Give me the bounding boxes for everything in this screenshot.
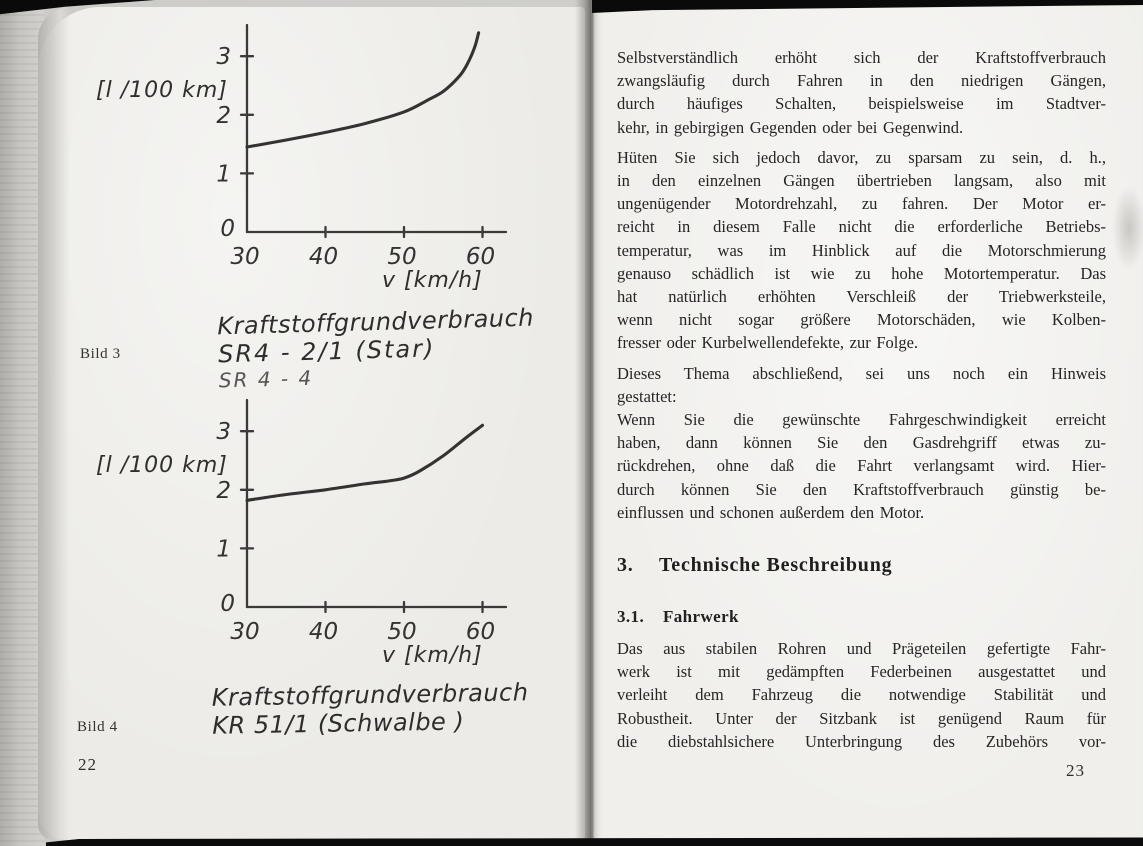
text-line: die diebstahlsichere Unterbringung des Zubehörs vor- — [617, 731, 1106, 751]
paper-smudge — [1112, 185, 1143, 271]
svg-text:50: 50 — [387, 619, 417, 645]
paragraph-fuel-increase — [617, 46, 1106, 139]
text-line: wenn nicht sogar größere Motorschäden, wie Kolben- — [617, 310, 1106, 330]
text-line: hat natürlich erhöhten Verschleiß der Triebwerksteile, — [617, 287, 1106, 307]
svg-text:60: 60 — [465, 619, 496, 645]
svg-text:0: 0 — [220, 216, 235, 242]
svg-text:30: 30 — [230, 244, 260, 270]
text-line: SR 4 - 4 — [218, 365, 314, 393]
svg-text:v [km/h]: v [km/h] — [382, 643, 483, 668]
chart-caption-star — [217, 304, 536, 393]
page-number-left: 22 — [78, 755, 97, 774]
svg-text:3: 3 — [216, 419, 231, 446]
svg-text:1: 1 — [216, 161, 231, 188]
text-line: verleiht dem Fahrzeug die notwendige Stabilität und — [617, 685, 1106, 705]
text-line: Hüten Sie sich jedoch davor, zu sparsam zu sein, d. h., — [617, 147, 1106, 167]
text-line: KR 51/1 (Schwalbe ) — [212, 707, 465, 741]
text-line: Das aus stabilen Rohren und Prägeteilen gefertigte Fahr- — [617, 639, 1106, 659]
subsection-title: Fahrwerk — [663, 607, 739, 627]
text-line: ungenügender Motordrehzahl, zu fahren. Der Motor er- — [617, 194, 1106, 214]
text-line: Robustheit. Unter der Sitzbank ist genügend Raum für — [617, 708, 1106, 728]
text-line: Selbstverständlich erhöht sich der Kraftstoffverbrauch — [617, 48, 1106, 67]
svg-text:2: 2 — [216, 102, 231, 129]
svg-text:v [km/h]: v [km/h] — [382, 268, 483, 293]
right-page-text-column — [617, 46, 1106, 760]
page-number-right: 23 — [1066, 761, 1085, 780]
svg-text:[l /100 km]: [l /100 km] — [96, 78, 228, 103]
text-line: durch können Sie den Kraftstoffverbrauch günstig be- — [617, 479, 1106, 499]
text-line: kehr, in gebirgigen Gegenden oder bei Gegenwind. — [617, 117, 964, 137]
paragraph-hint — [617, 362, 1106, 524]
text-line: gestattet: — [617, 386, 677, 406]
svg-text:50: 50 — [387, 244, 417, 270]
figure-label-bild4: Bild 4 — [77, 719, 118, 735]
text-line: SR4 - 2/1 (Star) — [217, 334, 436, 369]
text-line: einflussen und schonen außerdem den Motor. — [617, 502, 925, 522]
svg-text:40: 40 — [308, 244, 339, 270]
svg-text:40: 40 — [308, 619, 339, 645]
text-line: in den einzelnen Gängen übertrieben langsam, also mit — [617, 171, 1106, 191]
text-line: werk ist mit gedämpften Federbeinen ausgestattet und — [617, 662, 1106, 682]
paragraph-fahrwerk — [617, 637, 1106, 753]
text-line: zwangsläufig durch Fahren in den niedrigen Gängen, — [617, 71, 1106, 91]
text-line: Wenn Sie die gewünschte Fahrgeschwindigkeit erreicht — [617, 410, 1106, 430]
chart-caption-schwalbe — [212, 678, 530, 740]
text-line: genauso schädlich ist wie zu hohe Motortemperatur. Das — [617, 263, 1106, 283]
svg-text:0: 0 — [220, 591, 235, 617]
book-gutter-shadow — [575, 0, 594, 846]
subsection-number: 3.1. — [617, 607, 645, 627]
text-line: haben, dann können Sie den Gasdrehgriff etwas zu- — [617, 433, 1106, 453]
svg-text:2: 2 — [216, 477, 231, 504]
text-line: fresser oder Kurbelwellendefekte, zur Folge. — [617, 333, 919, 353]
subsection-heading — [617, 607, 1106, 627]
fuel-consumption-chart-star — [80, 15, 550, 305]
fuel-consumption-chart-schwalbe — [80, 390, 550, 680]
text-line: Kraftstoffgrundverbrauch — [216, 303, 535, 341]
text-line: Dieses Thema abschließend, sei uns noch ein Hinweis — [617, 363, 1106, 383]
paragraph-too-sparing — [617, 146, 1106, 355]
svg-text:60: 60 — [465, 244, 496, 270]
svg-text:[l /100 km]: [l /100 km] — [96, 453, 228, 478]
svg-text:30: 30 — [230, 619, 260, 645]
svg-text:3: 3 — [216, 44, 231, 71]
text-line: Kraftstoffgrundverbrauch — [211, 678, 529, 712]
section-heading — [617, 554, 1106, 577]
section-number: 3. — [617, 554, 634, 577]
svg-text:1: 1 — [216, 536, 231, 563]
text-line: durch häufiges Schalten, beispielsweise im Stadtver- — [617, 94, 1106, 114]
figure-label-bild3: Bild 3 — [80, 346, 121, 362]
text-line: temperatur, was im Hinblick auf die Motorschmierung — [617, 240, 1106, 260]
text-line: rückdrehen, ohne daß die Fahrt verlangsamt wird. Hier- — [617, 456, 1106, 476]
text-line: reicht in diesem Falle nicht die erforderliche Betriebs- — [617, 217, 1106, 237]
section-title: Technische Beschreibung — [659, 554, 893, 577]
